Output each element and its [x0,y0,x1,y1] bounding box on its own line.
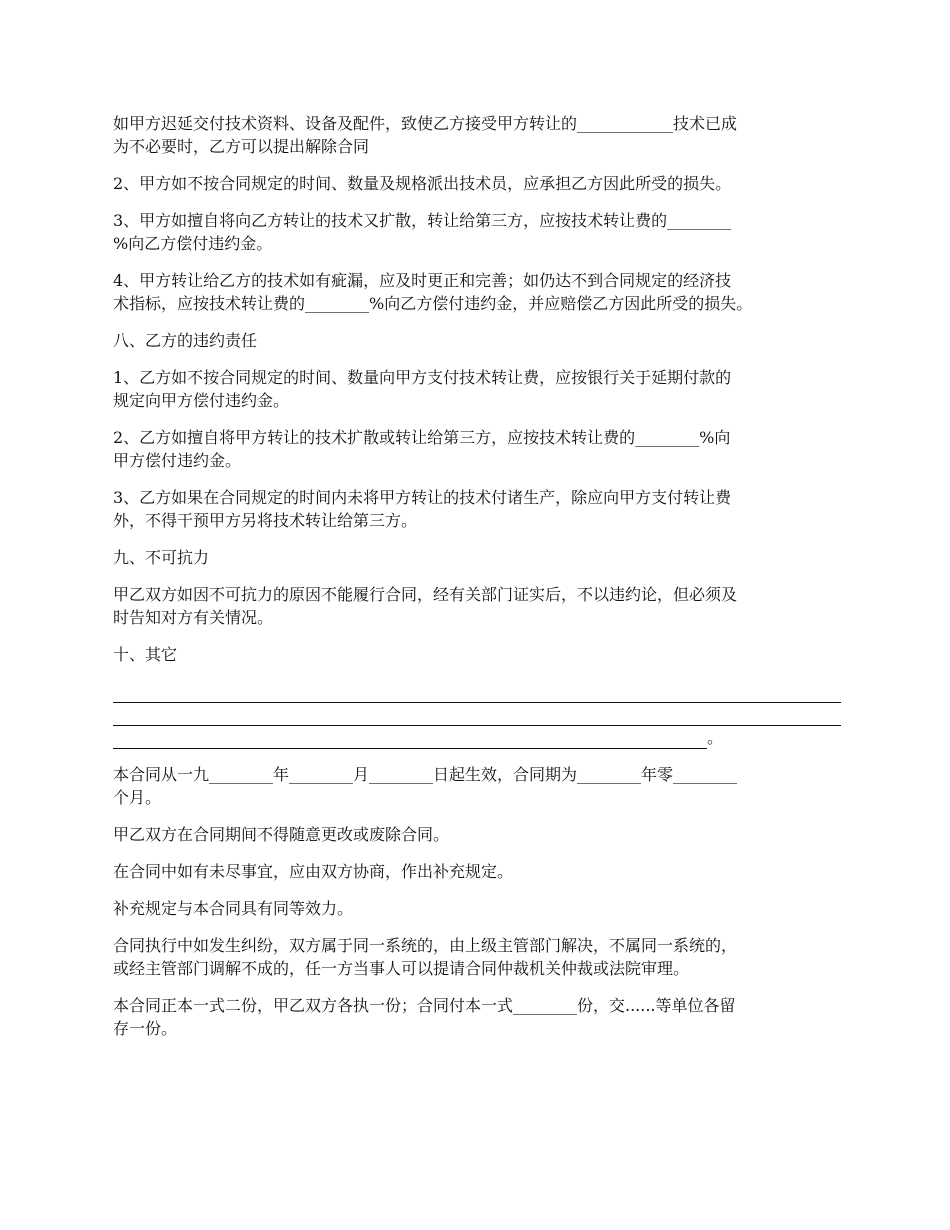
paragraph-line: 甲乙双方如因不可抗力的原因不能履行合同，经有关部门证实后，不以违约论，但必须及 [113,585,738,604]
paragraph-line: 九、不可抗力 [113,548,210,567]
paragraph-line: 本合同正本一式二份，甲乙双方各执一份；合同付本一式________份，交......等单位各留 [113,996,736,1015]
paragraph [113,860,841,883]
paragraph [113,209,841,255]
paragraph-line: 3、乙方如果在合同规定的时间内未将甲方转让的技术付诸生产，除应向甲方支付转让费 [113,488,732,507]
paragraph [113,546,841,569]
blank-line-last-row [113,728,723,747]
paragraph [113,269,841,315]
paragraph-line: 合同执行中如发生纠纷，双方属于同一系统的，由上级主管部门解决，不属同一系统的， [113,936,738,955]
paragraph [113,426,841,472]
paragraph-line: 1、乙方如不按合同规定的时间、数量向甲方支付技术转让费，应按银行关于延期付款的 [113,368,732,387]
paragraph-line: 八、乙方的违约责任 [113,331,258,350]
paragraph-line: 为不必要时，乙方可以提出解除合同 [113,137,370,156]
paragraph-line: 术指标，应按技术转让费的________%向乙方偿付违约金，并应赔偿乙方因此所受的损失。 [113,294,753,313]
blank-line [113,726,707,749]
paragraph [113,643,841,666]
blank-line-end-punctuation: 。 [707,728,724,747]
blank-line [113,680,841,703]
paragraph-line: 存一份。 [113,1019,178,1038]
paragraph [113,763,841,809]
paragraph [113,329,841,352]
paragraph-line: 规定向甲方偿付违约金。 [113,391,290,410]
paragraph-line: 在合同中如有未尽事宜，应由双方协商，作出补充规定。 [113,862,514,881]
paragraph-line: 3、甲方如擅自将向乙方转让的技术又扩散，转让给第三方，应按技术转让费的________ [113,211,732,230]
paragraph-line: 2、甲方如不按合同规定的时间、数量及规格派出技术员，应承担乙方因此所受的损失。 [113,174,732,193]
paragraph-line: 4、甲方转让给乙方的技术如有疵漏，应及时更正和完善；如仍达不到合同规定的经济技 [113,271,732,290]
paragraph [113,934,841,980]
document-body-before [113,112,841,666]
paragraph-line: %向乙方偿付违约金。 [113,234,273,253]
paragraph [113,583,841,629]
paragraph-line: 十、其它 [113,645,178,664]
other-terms-blank-lines [113,680,841,749]
paragraph-line: 甲方偿付违约金。 [113,451,242,470]
paragraph-line: 如甲方迟延交付技术资料、设备及配件，致使乙方接受甲方转让的____________技术已成 [113,114,738,133]
paragraph [113,172,841,195]
paragraph-line: 2、乙方如擅自将甲方转让的技术扩散或转让给第三方，应按技术转让费的________%向 [113,428,731,447]
paragraph-line: 本合同从一九________年________月________日起生效，合同期为________年零________ [113,765,738,784]
paragraph [113,994,841,1040]
paragraph-line: 外，不得干预甲方另将技术转让给第三方。 [113,511,418,530]
paragraph-line: 个月。 [113,788,162,807]
document-page [113,112,841,1054]
paragraph-line: 补充规定与本合同具有同等效力。 [113,899,354,918]
paragraph [113,112,841,158]
paragraph-line: 或经主管部门调解不成的，任一方当事人可以提请合同仲裁机关仲裁或法院审理。 [113,959,690,978]
paragraph [113,486,841,532]
paragraph [113,897,841,920]
paragraph-line: 甲乙双方在合同期间不得随意更改或废除合同。 [113,825,450,844]
paragraph [113,366,841,412]
paragraph-line: 时告知对方有关情况。 [113,608,274,627]
paragraph [113,823,841,846]
blank-line [113,703,841,726]
document-body-after [113,763,841,1040]
